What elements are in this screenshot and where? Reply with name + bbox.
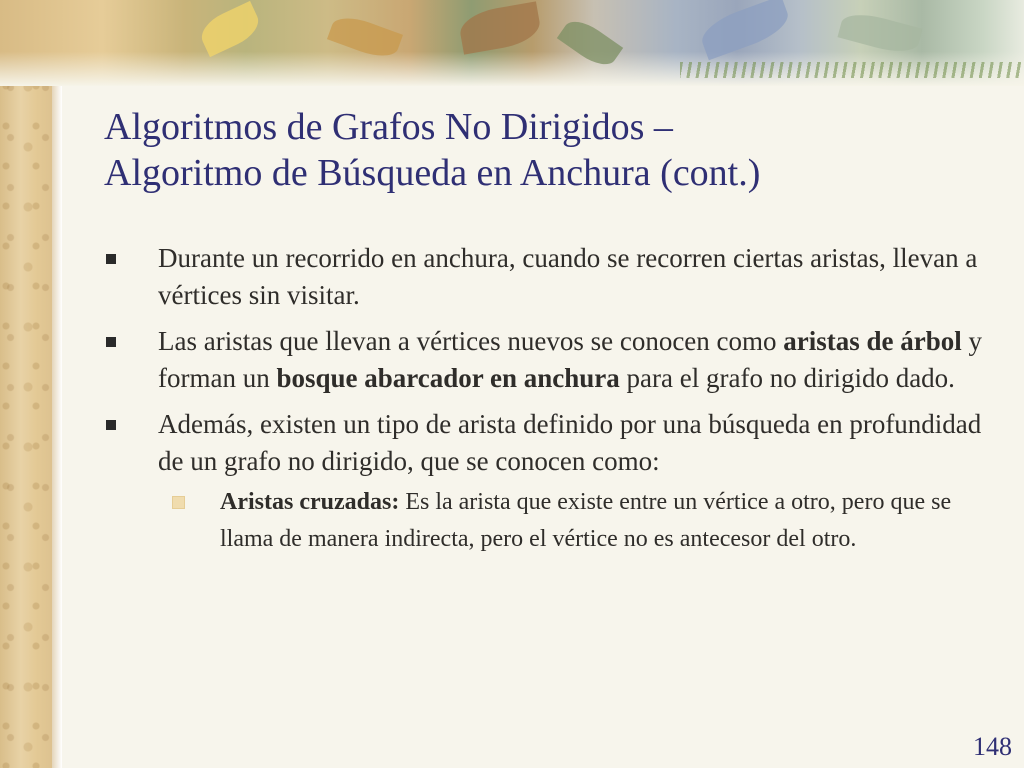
bullet-text: Durante un recorrido en anchura, cuando se recorren ciertas aristas, llevan a vértices sin visitar. xyxy=(158,243,978,310)
sub-bullet-list xyxy=(158,484,1004,558)
bullet-list xyxy=(104,240,1004,567)
slide-title xyxy=(104,104,964,196)
sub-bullet-bold-term: Aristas cruzadas: xyxy=(220,489,400,515)
bullet-item xyxy=(104,240,1004,314)
sub-bullet-item xyxy=(158,484,1004,558)
leaf-decoration xyxy=(196,1,265,57)
leaf-decoration xyxy=(837,8,922,58)
title-line-2: Algoritmo de Búsqueda en Anchura (cont.) xyxy=(104,152,761,194)
square-sub-bullet-icon xyxy=(172,496,185,509)
square-bullet-icon xyxy=(106,254,116,264)
bullet-bold-term: bosque abarcador en anchura xyxy=(276,363,620,393)
bullet-text-part: para el grafo no dirigido dado. xyxy=(619,363,955,393)
bullet-text-part: Las aristas que llevan a vértices nuevos se conocen como xyxy=(158,326,784,356)
bullet-item xyxy=(104,406,1004,558)
sub-bullet-text: Es la arista que existe entre un vértice a otro, pero que se llama de manera indirecta, pero el vértice no es antecesor del otro. xyxy=(220,489,952,552)
grass-decoration xyxy=(680,62,1024,78)
title-line-1: Algoritmos de Grafos No Dirigidos – xyxy=(104,106,673,148)
top-banner-image xyxy=(0,0,1024,86)
square-bullet-icon xyxy=(106,337,116,347)
bullet-bold-term: aristas de árbol xyxy=(783,326,962,356)
bullet-text-part: y forman un xyxy=(158,326,983,393)
bullet-text: Además, existen un tipo de arista definido por una búsqueda en profundidad de un grafo no dirigido, que se conocen como: xyxy=(158,409,982,476)
leaf-decoration xyxy=(697,0,794,60)
leaf-decoration xyxy=(457,1,543,54)
square-bullet-icon xyxy=(106,420,116,430)
left-border-texture xyxy=(0,0,52,768)
page-number: 148 xyxy=(973,732,1012,761)
leaf-decoration xyxy=(557,14,623,73)
leaf-decoration xyxy=(327,11,403,63)
left-border-fade xyxy=(52,0,62,768)
bullet-item xyxy=(104,323,1004,397)
